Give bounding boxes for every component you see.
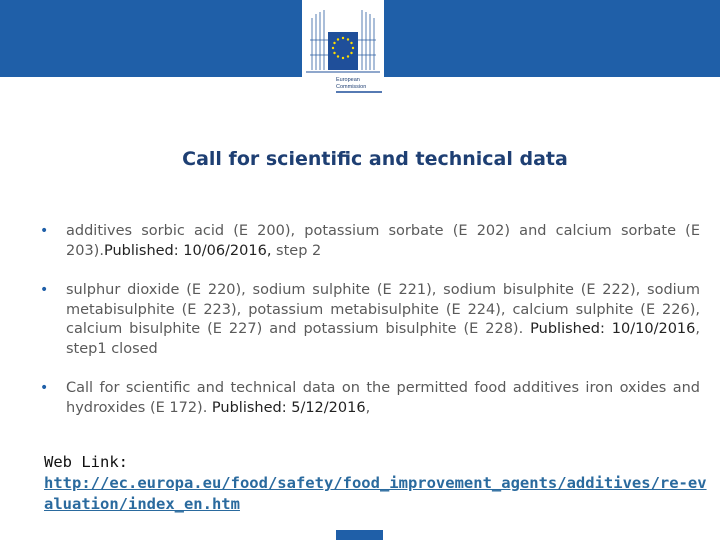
logo-text-line2: Commission [336,84,367,90]
item-text: sulphur dioxide (E 220), sodium sulphite (E 221), sodium bisulphite (E 222), sodium metabisulphite (E 223), potassium metabisulphite (E 224), calcium sulphite (E 226), calcium bisulphite (E 227) and potassium bisulphite (E 228). [66,282,700,337]
page-title: Call for scientific and technical data [182,148,568,170]
list-item [40,379,700,418]
european-commission-logo [302,0,384,100]
item-published: Published: 10/10/2016 [530,321,696,337]
logo-graphic [302,0,384,100]
bullet-icon: • [40,282,49,298]
web-link-url[interactable]: http://ec.europa.eu/food/safety/food_improvement_agents/additives/re-evaluation/index_en.htm [44,474,707,513]
list-item [40,281,700,359]
item-text: Call for scientific and technical data on the permitted food additives iron oxides and hydroxides (E 172). [66,380,700,416]
call-list [40,222,700,438]
item-published: Published: 5/12/2016 [211,399,366,416]
item-suffix: , step1 closed [66,321,700,357]
item-published: Published: 10/06/2016, [103,242,272,259]
footer-bar [336,530,383,540]
item-text: additives sorbic acid (E 200), potassium sorbate (E 202) and calcium sorbate (E 203). [66,223,700,259]
logo-text-line1: European [336,77,360,83]
item-suffix: , [365,399,371,416]
bullet-icon: • [40,223,49,239]
web-link-label: Web Link: [44,453,128,471]
list-item [40,222,700,261]
web-link-block [44,452,714,515]
bullet-icon: • [40,380,49,396]
item-suffix: step 2 [271,242,322,259]
